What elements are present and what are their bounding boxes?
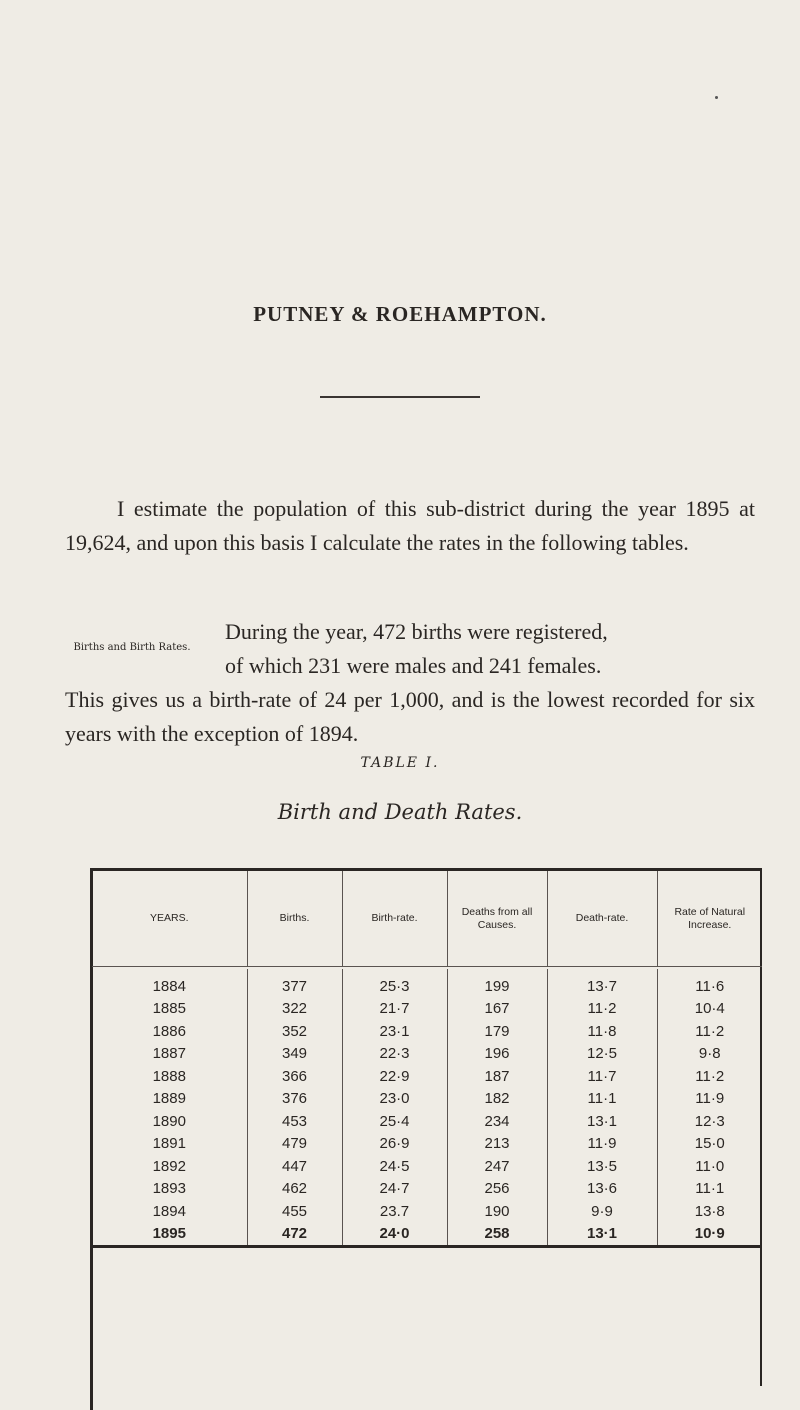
cell-natural-increase: 15·0 [657,1133,762,1156]
ink-dot [715,96,718,99]
table-row [92,1155,762,1178]
cell-year: 1888 [152,1067,186,1085]
cell-natural-increase: 9·8 [657,1043,762,1066]
table-body [92,969,762,1247]
cell-birth-rate: 22·9 [342,1065,447,1088]
cell-deaths: 179 [447,1020,547,1043]
table-row [92,1178,762,1201]
header-deaths: Deaths from all Causes. [447,871,547,967]
cell-death-rate: 13·6 [547,1178,657,1201]
births-paragraph [65,615,755,751]
section-heading: PUTNEY & ROEHAMPTON. [253,302,547,326]
table-row [92,1043,762,1066]
cell-births: 453 [247,1110,342,1133]
cell-birth-rate: 21·7 [342,998,447,1021]
cell-year: 1893 [152,1180,186,1198]
table-row [92,998,762,1021]
table-row [92,1088,762,1111]
cell-birth-rate: 25·3 [342,969,447,998]
cell-death-rate: 13·7 [547,969,657,998]
cell-year: 1885 [152,1000,186,1018]
cell-natural-increase: 11·2 [657,1065,762,1088]
table-row [92,1133,762,1156]
cell-deaths: 256 [447,1178,547,1201]
cell-natural-increase: 11·2 [657,1020,762,1043]
cell-births: 376 [247,1088,342,1111]
header-births: Births. [247,871,342,967]
table-title: Birth and Death Rates. [277,800,523,824]
cell-birth-rate: 25·4 [342,1110,447,1133]
births-paragraph-line-1: During the year, 472 births were registered, [225,619,608,644]
table-row [92,1223,762,1247]
cell-natural-increase: 13·8 [657,1200,762,1223]
cell-births: 462 [247,1178,342,1201]
cell-year: 1889 [152,1090,186,1108]
cell-births: 447 [247,1155,342,1178]
table-label: TABLE I. [360,755,440,771]
cell-death-rate: 13·1 [547,1223,657,1247]
cell-natural-increase: 10·4 [657,998,762,1021]
cell-death-rate: 11·1 [547,1088,657,1111]
cell-deaths: 187 [447,1065,547,1088]
cell-death-rate: 11·9 [547,1133,657,1156]
births-paragraph-rest: This gives us a birth-rate of 24 per 1,000, and is the lowest recorded for six years with the exception of 1894. [65,687,755,746]
cell-births: 322 [247,998,342,1021]
cell-births: 472 [247,1223,342,1247]
heading-rule [320,396,480,398]
header-death-rate: Death-rate. [547,871,657,967]
cell-birth-rate: 23.7 [342,1200,447,1223]
birth-death-rates-table [92,868,762,1248]
cell-year: 1892 [152,1157,186,1175]
cell-births: 479 [247,1133,342,1156]
cell-birth-rate: 24·7 [342,1178,447,1201]
cell-year: 1895 [92,1223,247,1247]
cell-natural-increase: 11·1 [657,1178,762,1201]
table-row [92,1065,762,1088]
header-birth-rate: Birth-rate. [342,871,447,967]
cell-deaths: 247 [447,1155,547,1178]
cell-deaths: 234 [447,1110,547,1133]
cell-year: 1894 [152,1202,186,1220]
cell-natural-increase: 10·9 [657,1223,762,1247]
cell-year: 1891 [152,1135,186,1153]
cell-births: 349 [247,1043,342,1066]
header-years: YEARS. [149,912,189,924]
cell-year: 1887 [152,1045,186,1063]
cell-year: 1884 [152,977,186,995]
cell-deaths: 196 [447,1043,547,1066]
cell-death-rate: 11·7 [547,1065,657,1088]
intro-paragraph: I estimate the population of this sub-district during the year 1895 at 19,624, and upon this basis I calculate the rates in the following tables. [65,496,755,555]
cell-births: 455 [247,1200,342,1223]
cell-death-rate: 9·9 [547,1200,657,1223]
cell-birth-rate: 23·0 [342,1088,447,1111]
cell-birth-rate: 26·9 [342,1133,447,1156]
table-row [92,1200,762,1223]
cell-deaths: 190 [447,1200,547,1223]
cell-birth-rate: 23·1 [342,1020,447,1043]
cell-year: 1890 [152,1112,186,1130]
cell-deaths: 167 [447,998,547,1021]
cell-death-rate: 11·2 [547,998,657,1021]
cell-death-rate: 13·5 [547,1155,657,1178]
cell-death-rate: 11·8 [547,1020,657,1043]
cell-deaths: 258 [447,1223,547,1247]
cell-births: 377 [247,969,342,998]
cell-deaths: 213 [447,1133,547,1156]
table-row [92,969,762,998]
cell-deaths: 182 [447,1088,547,1111]
cell-death-rate: 13·1 [547,1110,657,1133]
births-paragraph-line-2: of which 231 were males and 241 females. [225,653,602,678]
cell-deaths: 199 [447,969,547,998]
cell-birth-rate: 24·0 [342,1223,447,1247]
margin-note: Births and Birth Rates. [73,642,191,653]
cell-natural-increase: 11·9 [657,1088,762,1111]
header-natural-increase: Rate of Natural Increase. [657,871,762,967]
table-row [92,1110,762,1133]
cell-birth-rate: 24·5 [342,1155,447,1178]
cell-births: 366 [247,1065,342,1088]
cell-birth-rate: 22·3 [342,1043,447,1066]
cell-births: 352 [247,1020,342,1043]
cell-year: 1886 [152,1022,186,1040]
cell-natural-increase: 11·0 [657,1155,762,1178]
table-row [92,1020,762,1043]
cell-natural-increase: 12·3 [657,1110,762,1133]
cell-death-rate: 12·5 [547,1043,657,1066]
cell-natural-increase: 11·6 [657,969,762,998]
table-header-row [92,871,762,967]
